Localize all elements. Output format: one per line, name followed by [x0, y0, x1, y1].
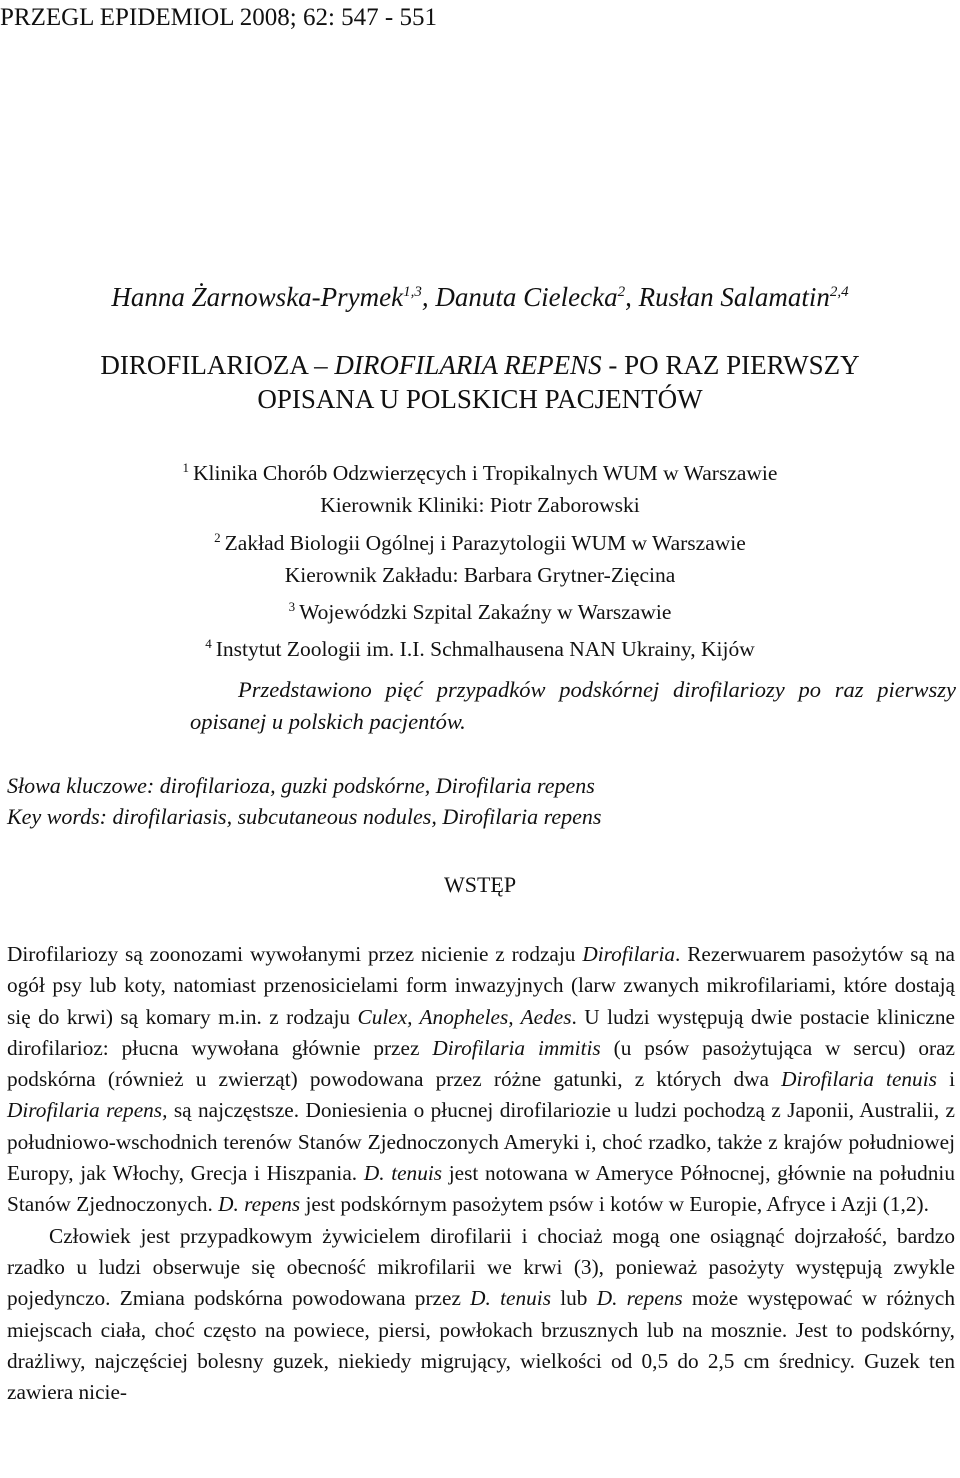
text-run: może występować w różnych miejscach ciała, choć często na powiece, piersi, powłokach brzusznych lub na mosznie. Jest to podskórny, drażliwy, najczęściej bolesny guzek, niekiedy migrujący, wielkości od 0,5 do 2,5 cm średnicy. Guzek ten zawiera nicie-	[7, 1286, 955, 1405]
title-part: - PO RAZ PIERWSZY	[601, 350, 860, 380]
journal-header: PRZEGL EPIDEMIOL 2008; 62: 547 - 551	[0, 4, 438, 31]
text-run: . Rezerwuarem pasożytów są na ogół psy lub koty, natomiast przenosicielami form inwazyjnych (larw zwanych mikrofilariami, które dostają się do krwi) są komary m.in. z rodzaju	[7, 942, 956, 1029]
affiliation-1	[0, 452, 960, 489]
italic-run: Dirofilaria tenuis	[781, 1067, 937, 1092]
author-affiliation-sup: 2,4	[829, 284, 849, 300]
author-affiliation-sup: 1,3	[403, 284, 422, 300]
affiliation-text: Klinika Chorób Odzwierzęcych i Tropikalnych WUM w Warszawie	[193, 461, 778, 486]
text-run: jest podskórnym pasożytem psów i kotów w Europie, Afryce i Azji (1,2).	[300, 1192, 929, 1217]
affiliation-text: Zakład Biologii Ogólnej i Parazytologii WUM w Warszawie	[224, 530, 746, 555]
keywords-polish: Słowa kluczowe: dirofilarioza, guzki podskórne, Dirofilaria repens	[7, 773, 595, 798]
keywords-english: Key words: dirofilariasis, subcutaneous nodules, Dirofilaria repens	[7, 804, 602, 829]
italic-run: D. repens	[218, 1192, 301, 1217]
text-run: Dirofilariozy są zoonozami wywołanymi przez nicienie z rodzaju	[7, 942, 583, 966]
affiliations	[0, 452, 960, 666]
title-part-italic: DIROFILARIA REPENS	[334, 350, 602, 380]
italic-run: Dirofilaria immitis	[432, 1035, 601, 1060]
italic-run: Culex, Anopheles, Aedes	[357, 1004, 572, 1029]
affiliation-number: 1	[182, 460, 190, 475]
body-text	[7, 939, 955, 1408]
affiliation-number: 3	[288, 599, 296, 615]
italic-run: D. repens	[596, 1286, 683, 1311]
affiliation-text: Instytut Zoologii im. I.I. Schmalhausena NAN Ukrainy, Kijów	[215, 637, 755, 662]
title-part: DIROFILARIOZA –	[100, 350, 335, 380]
author-separator: ,	[625, 282, 639, 312]
affiliation-4	[0, 628, 960, 665]
affiliation-3	[0, 591, 960, 628]
paragraph	[7, 1221, 955, 1409]
affiliation-text: Wojewódzki Szpital Zakaźny w Warszawie	[299, 600, 672, 625]
text-run: . U ludzi występują dwie postacie kliniczne dirofilarioz: płucna wywołana głównie przez	[7, 1004, 955, 1060]
text-run: jest notowana w Ameryce Północnej, głównie na południu Stanów Zjednoczonych.	[7, 1161, 955, 1217]
text-run: lub	[550, 1286, 597, 1311]
text-run: (u psów pasożytująca w sercu) oraz podskórna (również u zwierząt) powodowana przez różne gatunki, z których dwa	[7, 1035, 955, 1092]
author-affiliation-sup: 2	[617, 284, 626, 300]
affiliation-number: 4	[205, 636, 212, 652]
italic-run: Dirofilaria repens,	[7, 1098, 168, 1123]
text-run: są najczęstsze. Doniesienia o płucnej dirofilariozie u ludzi pochodzą z Japonii, Australii, z południowo-wschodnich terenów Stanów Zjednoczonych Ameryki i, choć rzadko, także z krajów południowej Europy, jak Włochy, Grecja i Hiszpania.	[7, 1098, 955, 1186]
author-name: Danuta Cielecka	[435, 282, 618, 312]
affiliation-2-head: Kierownik Zakładu: Barbara Grytner-Zięcina	[284, 562, 676, 587]
abstract: Przedstawiono pięć przypadków podskórnej dirofilariozy po raz pierwszy opisanej u polskich pacjentów.	[190, 677, 956, 734]
author-separator: ,	[421, 282, 436, 312]
text-run: i	[936, 1067, 955, 1092]
italic-run: D. tenuis	[470, 1286, 551, 1311]
italic-run: Dirofilaria	[582, 942, 676, 966]
section-heading: WSTĘP	[443, 872, 517, 897]
author-name: Hanna Żarnowska-Prymek	[111, 282, 404, 312]
affiliation-2	[0, 522, 960, 559]
author-name: Rusłan Salamatin	[638, 282, 830, 312]
affiliation-number: 2	[214, 529, 221, 545]
title-line-1	[0, 348, 960, 382]
italic-run: D. tenuis	[363, 1161, 443, 1186]
title-line-2: OPISANA U POLSKICH PACJENTÓW	[257, 384, 703, 414]
keywords	[7, 770, 601, 832]
affiliation-1-head: Kierownik Kliniki: Piotr Zaborowski	[320, 493, 640, 518]
text-run: Człowiek jest przypadkowym żywicielem dirofilarii i chociaż mogą one osiągnąć dojrzałość, bardzo rzadko u ludzi obserwuje się obecność mikrofilarii we krwi (3), ponieważ pasożyty występują zwykle pojedynczo. Zmiana podskórna powodowana przez	[7, 1223, 955, 1311]
paragraph	[7, 939, 955, 1221]
author-list	[0, 282, 960, 313]
article-title	[0, 348, 960, 416]
